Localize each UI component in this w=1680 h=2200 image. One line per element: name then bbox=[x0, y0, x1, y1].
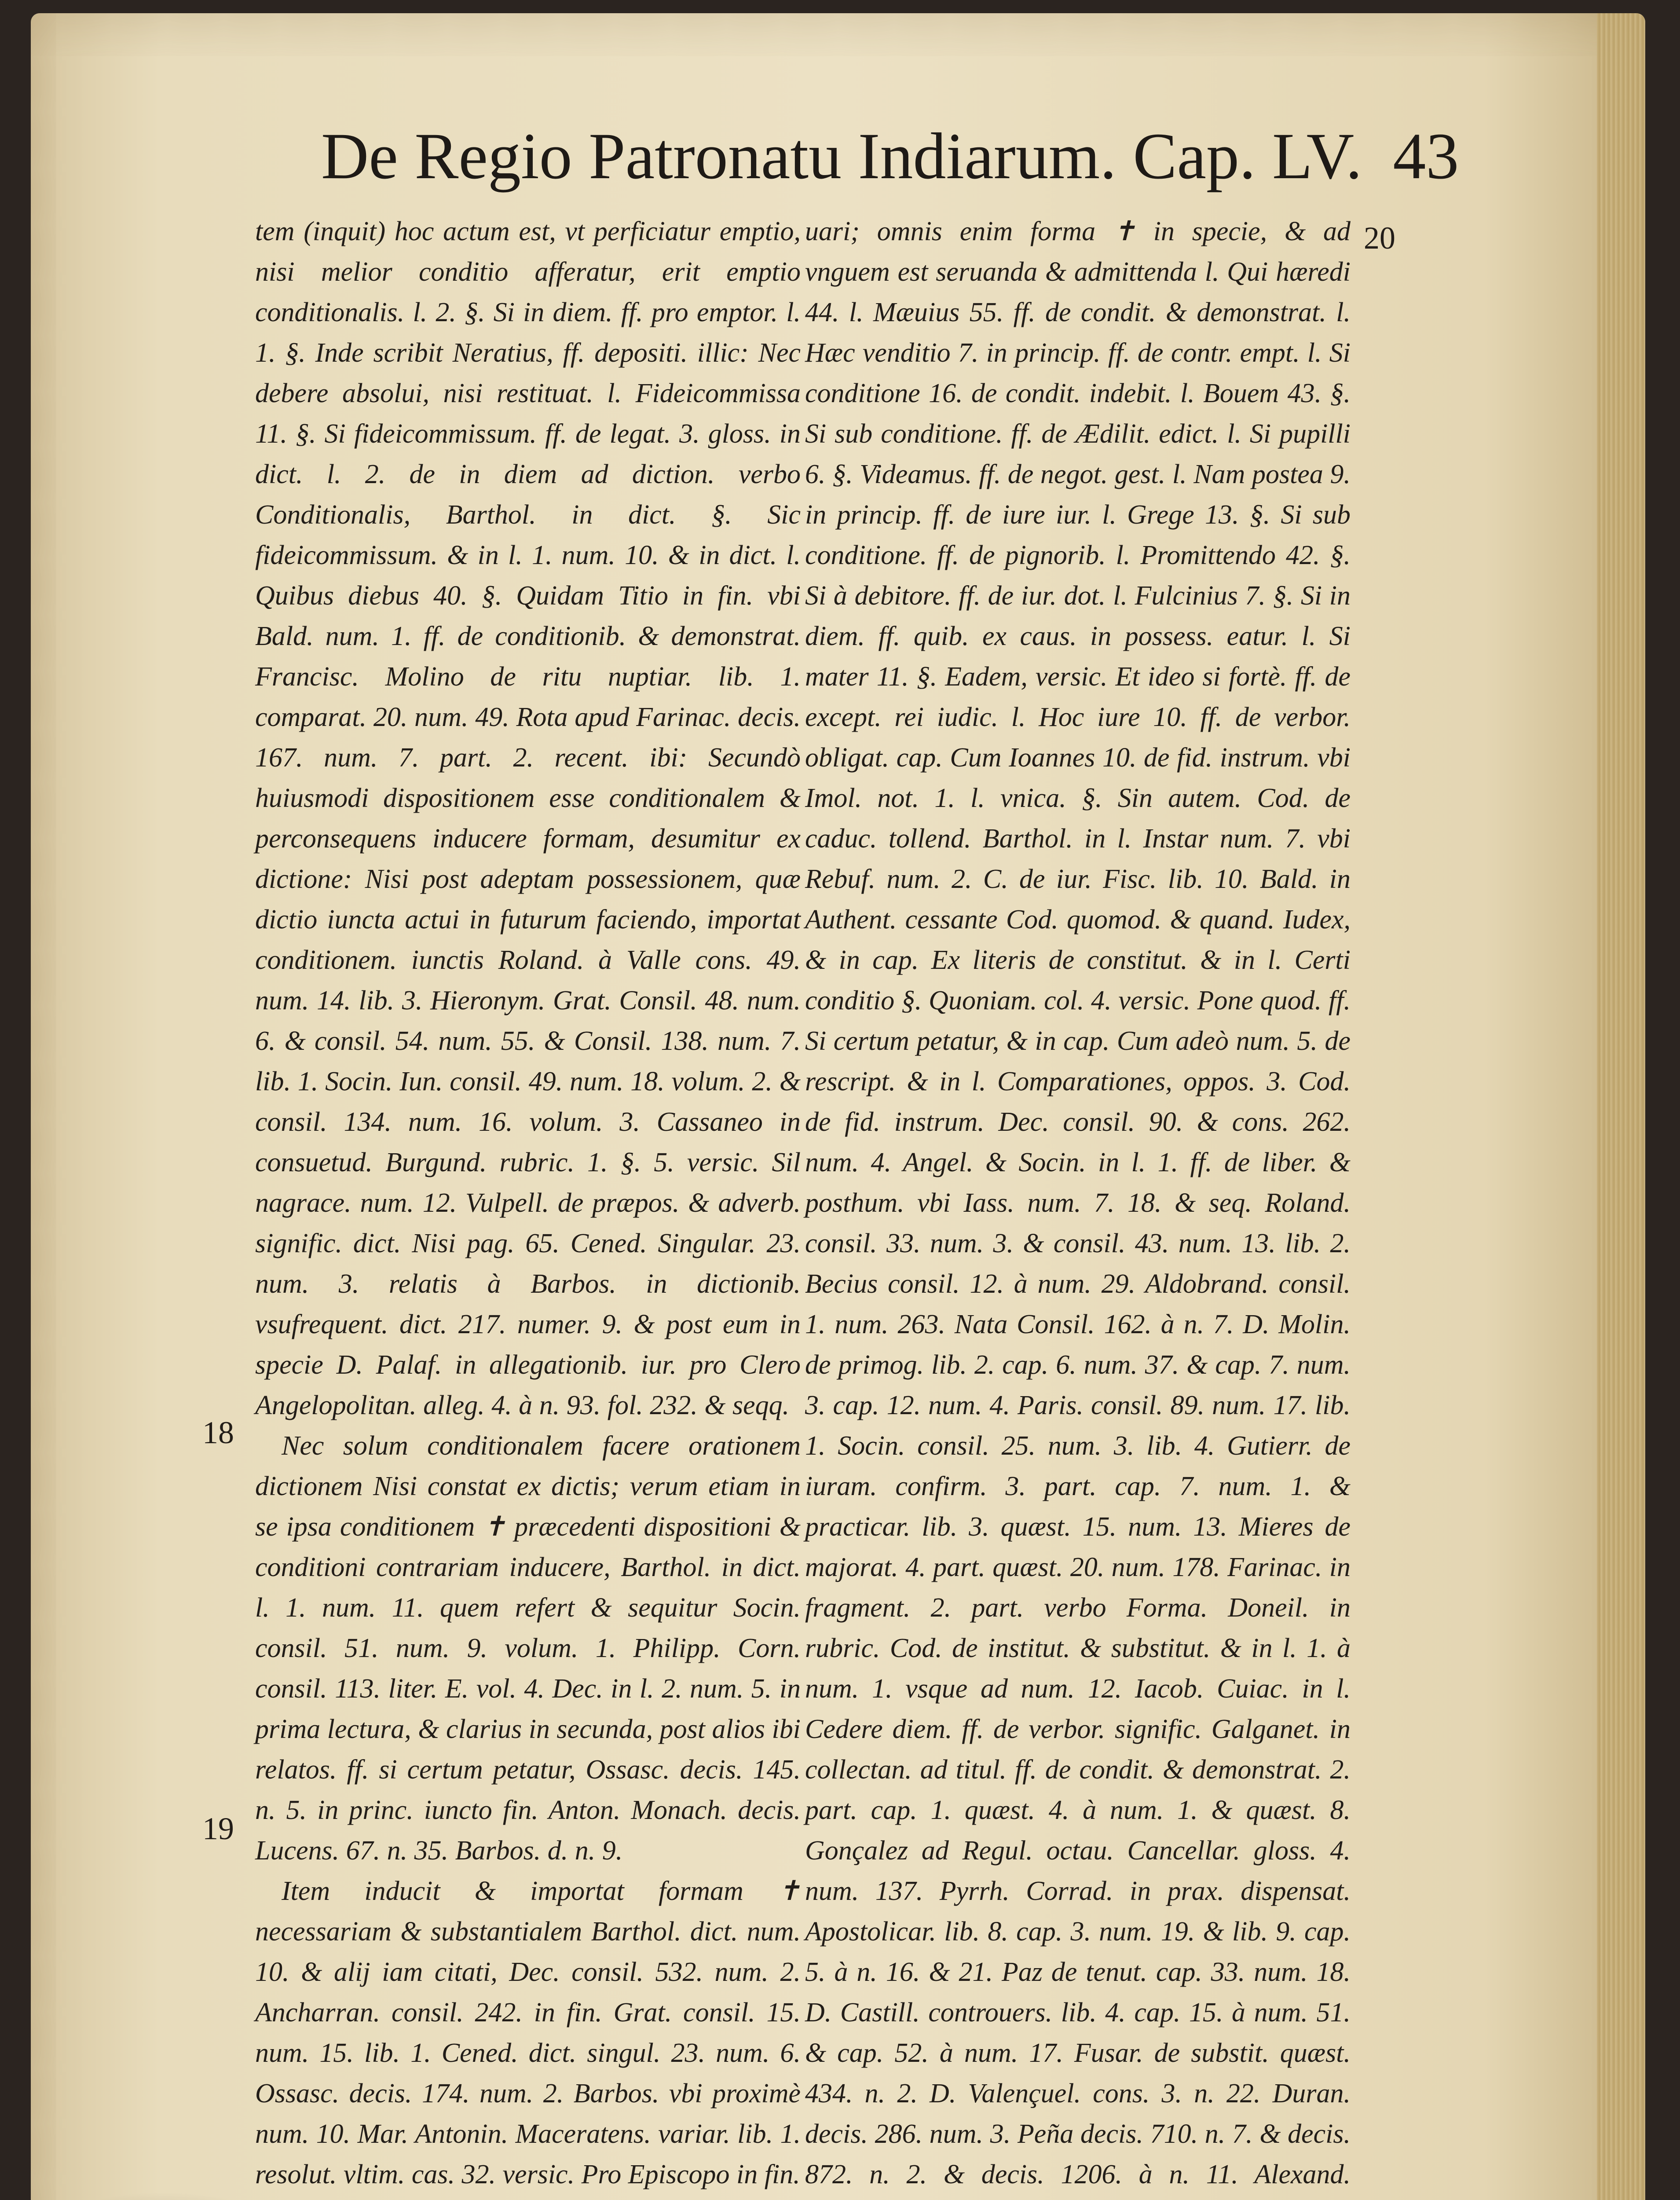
right-column bbox=[805, 211, 1351, 2200]
left-paragraph-4 bbox=[255, 2195, 801, 2200]
page-edge bbox=[1597, 13, 1645, 2200]
left-paragraph-3: Item inducit & importat formam ✝ necessariam & substantialem Barthol. dict. num. 10. & alij iam citati, Dec. consil. 532. num. 2. Ancharran. consil. 242. in fin. Grat. consil. 15. num. 15. lib. 1. Cened. dict. singul. 23. num. 6. Ossasc. decis. 174. num. 2. Barbos. vbi proximè num. 10. Mar. Antonin. Maceratens. variar. lib. 1. resolut. vltim. cas. 32. versic. Pro Episcopo in fin. bbox=[255, 1876, 801, 2189]
margin-number-18: 18 bbox=[202, 1415, 234, 1450]
book-page bbox=[31, 13, 1645, 2200]
left-column bbox=[255, 211, 801, 2200]
running-title: De Regio Patronatu Indiarum. Cap. LV. bbox=[321, 120, 1362, 193]
running-header bbox=[321, 119, 1459, 194]
left-paragraph-2: Nec solum conditionalem facere orationem dictionem Nisi constat ex dictis; verum etiam in se ipsa conditionem ✝ præcedenti dispositioni & conditioni contrariam inducere, Barthol. in dict. l. 1. num. 11. quem refert & sequitur Socin. consil. 51. num. 9. volum. 1. Philipp. Corn. consil. 113. liter. E. vol. 4. Dec. in l. 2. num. 5. in prima lectura, & clarius in secunda, post alios ibi relatos. ff. si certum petatur, Ossasc. decis. 145. n. 5. in princ. iuncto fin. Anton. Monach. decis. Lucens. 67. n. 35. Barbos. d. n. 9. bbox=[255, 1431, 801, 1866]
ink-stain bbox=[57, 2191, 330, 2200]
right-paragraph-1: uari; omnis enim forma ✝ in specie, & ad vnguem est seruanda & admittenda l. Qui hæredi 44. l. Mæuius 55. ff. de condit. & demonstrat. l. Hæc venditio 7. in princip. ff. de contr. empt. l. Si conditione 16. de condit. indebit. l. Bouem 43. §. Si sub conditione. ff. de Ædilit. edict. l. Si pupilli 6. §. Videamus. ff. de negot. gest. l. Nam postea 9. in princip. ff. de iure iur. l. Grege 13. §. Si sub conditione. ff. de pignorib. l. Promittendo 42. §. Si à debitore. ff. de iur. dot. l. Fulcinius 7. §. Si in diem. ff. quib. ex caus. in possess. eatur. l. Si mater 11. §. Eadem, versic. Et ideo si fortè. ff. de except. rei iudic. l. Hoc iure 10. ff. de verbor. obligat. cap. Cum Ioannes 10. de fid. instrum. vbi Imol. not. 1. l. vnica. §. Sin autem. Cod. de caduc. tollend. Barthol. in l. Instar num. 7. vbi Rebuf. num. 2. C. de iur. Fisc. lib. 10. Bald. in Authent. cessante Cod. quomod. & quand. Iudex, & in cap. Ex literis de constitut. & in l. Certi conditio §. Quoniam. col. 4. versic. Pone quod. ff. Si certum petatur, & in cap. Cum adeò num. 5. de rescript. & in l. Comparationes, oppos. 3. Cod. de fid. instrum. Dec. consil. 90. & cons. 262. num. 4. Angel. & Socin. in l. 1. ff. de liber. & posthum. vbi Iass. num. 7. 18. & seq. Roland. consil. 33. num. 3. & consil. 43. num. 13. lib. 2. Becius consil. 12. à num. 29. Aldobrand. consil. 1. num. 263. Nata Consil. 162. à n. 7. D. Molin. de primog. lib. 2. cap. 6. num. 37. & cap. 7. num. 3. cap. 12. num. 4. Paris. consil. 89. num. 17. lib. 1. Socin. consil. 25. num. 3. lib. 4. Gutierr. de iuram. confirm. 3. part. cap. 7. num. 1. & practicar. lib. 3. quæst. 15. num. 13. Mieres de majorat. 4. part. quæst. 20. num. 178. Farinac. in fragment. 2. part. verbo Forma. Doneil. in rubric. Cod. de institut. & substitut. & in l. 1. à num. 1. vsque ad num. 12. Iacob. Cuiac. in l. Cedere diem. ff. de verbor. signific. Galganet. in collectan. ad titul. ff. de condit. & demonstrat. 2. part. cap. 1. quæst. 4. à num. 1. & quæst. 8. Gonçalez ad Regul. octau. Cancellar. gloss. 4. num. 137. Pyrrh. Corrad. in prax. dispensat. Apostolicar. lib. 8. cap. 3. num. 19. & lib. 9. cap. 5. à n. 16. & 21. Paz de tenut. cap. 33. num. 18. D. Castill. controuers. lib. 4. cap. 15. à num. 51. & cap. 52. à num. 17. Fusar. de substit. quæst. 434. n. 2. D. Valençuel. cons. 3. n. 22. Duran. decis. 286. num. 3. Peña decis. 710. n. 7. & decis. 872. n. 2. & decis. 1206. à n. 11. Alexand. bbox=[805, 216, 1351, 2189]
left-paragraph-1: tem (inquit) hoc actum est, vt perficiatur emptio, nisi melior conditio afferatur, erit emptio conditionalis. l. 2. §. Si in diem. ff. pro emptor. l. 1. §. Inde scribit Neratius, ff. depositi. illic: Nec debere absolui, nisi restituat. l. Fideicommissa 11. §. Si fideicommissum. ff. de legat. 3. gloss. in dict. l. 2. de in diem ad diction. verbo Conditionalis, Barthol. in dict. §. Sic fideicommissum. & in l. 1. num. 10. & in dict. l. Quibus diebus 40. §. Quidam Titio in fin. vbi Bald. num. 1. ff. de conditionib. & demonstrat. Francisc. Molino de ritu nuptiar. lib. 1. comparat. 20. num. 49. Rota apud Farinac. decis. 167. num. 7. part. 2. recent. ibi: Secundò huiusmodi dispositionem esse conditionalem & perconsequens inducere formam, desumitur ex dictione: Nisi post adeptam possessionem, quæ dictio iuncta actui in futurum faciendo, importat conditionem. iunctis Roland. à Valle cons. 49. num. 14. lib. 3. Hieronym. Grat. Consil. 48. num. 6. & consil. 54. num. 55. & Consil. 138. num. 7. lib. 1. Socin. Iun. consil. 49. num. 18. volum. 2. & consil. 134. num. 16. volum. 3. Cassaneo in consuetud. Burgund. rubric. 1. §. 5. versic. Sil nagrace. num. 12. Vulpell. de præpos. & adverb. signific. dict. Nisi pag. 65. Cened. Singular. 23. num. 3. relatis à Barbos. in dictionib. vsufrequent. dict. 217. numer. 9. & post eum in specie D. Palaf. in allegationib. iur. pro Clero Angelopolitan. alleg. 4. à n. 93. fol. 232. & seqq. bbox=[255, 216, 801, 1420]
folio-number: 43 bbox=[1393, 120, 1459, 193]
margin-number-19: 19 bbox=[202, 1811, 234, 1846]
margin-number-20: 20 bbox=[1364, 220, 1395, 256]
